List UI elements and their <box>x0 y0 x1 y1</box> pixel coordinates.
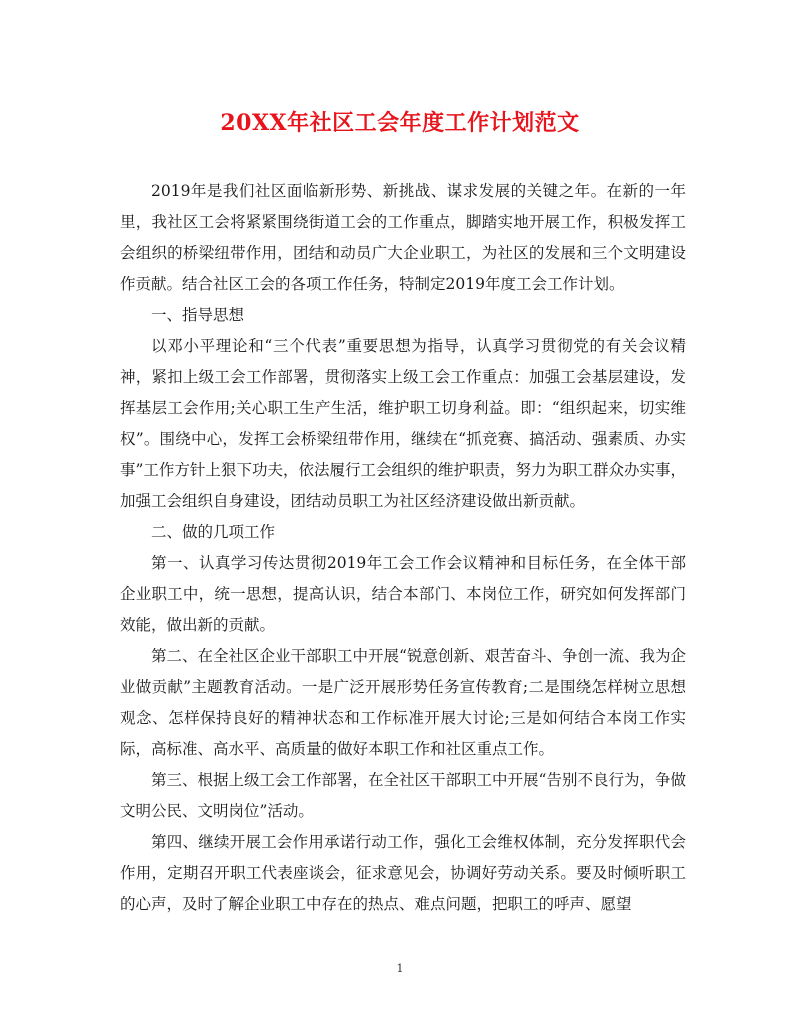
body-paragraph: 第四、继续开展工会作用承诺行动工作，强化工会维权体制，充分发挥职代会作用，定期召开职工代表座谈会，征求意见会，协调好劳动关系。要及时倾听职工的心声，及时了解企业职工中存在的热点、难点问题，把职工的呼声、愿望 <box>120 833 686 913</box>
document-title: 20XX年社区工会年度工作计划范文 <box>220 110 580 136</box>
document-body <box>120 176 686 920</box>
body-paragraph: 2019年是我们社区面临新形势、新挑战、谋求发展的关键之年。在新的一年里，我社区工会将紧紧围绕街道工会的工作重点，脚踏实地开展工作，积极发挥工会组织的桥梁纽带作用，团结和动员广大企业职工，为社区的发展和三个文明建设作贡献。结合社区工会的各项工作任务，特制定2019年度工会工作计划。 <box>120 182 686 293</box>
section-heading: 一、指导思想 <box>151 306 245 324</box>
body-paragraph: 第三、根据上级工会工作部署，在全社区干部职工中开展“告别不良行为，争做文明公民、文明岗位”活动。 <box>120 771 686 820</box>
body-paragraph: 第一、认真学习传达贯彻2019年工会工作会议精神和目标任务，在全体干部企业职工中，统一思想，提高认识，结合本部门、本岗位工作，研究如何发挥部门效能，做出新的贡献。 <box>120 554 686 634</box>
page-number: 1 <box>396 962 404 975</box>
body-paragraph: 第二、在全社区企业干部职工中开展“锐意创新、艰苦奋斗、争创一流、我为企业做贡献”主题教育活动。一是广泛开展形势任务宣传教育;二是围绕怎样树立思想观念、怎样保持良好的精神状态和工作标准开展大讨论;三是如何结合本岗工作实际，高标准、高水平、高质量的做好本职工作和社区重点工作。 <box>120 647 686 758</box>
body-paragraph: 以邓小平理论和“三个代表”重要思想为指导，认真学习贯彻党的有关会议精神，紧扣上级工会工作部署，贯彻落实上级工会工作重点：加强工会基层建设，发挥基层工会作用;关心职工生产生活，维护职工切身利益。即：“组织起来，切实维权”。围绕中心，发挥工会桥梁纽带作用，继续在“抓竞赛、搞活动、强素质、办实事”工作方针上狠下功夫，依法履行工会组织的维护职责，努力为职工群众办实事，加强工会组织自身建设，团结动员职工为社区经济建设做出新贡献。 <box>120 337 686 510</box>
section-heading: 二、做的几项工作 <box>151 523 276 541</box>
